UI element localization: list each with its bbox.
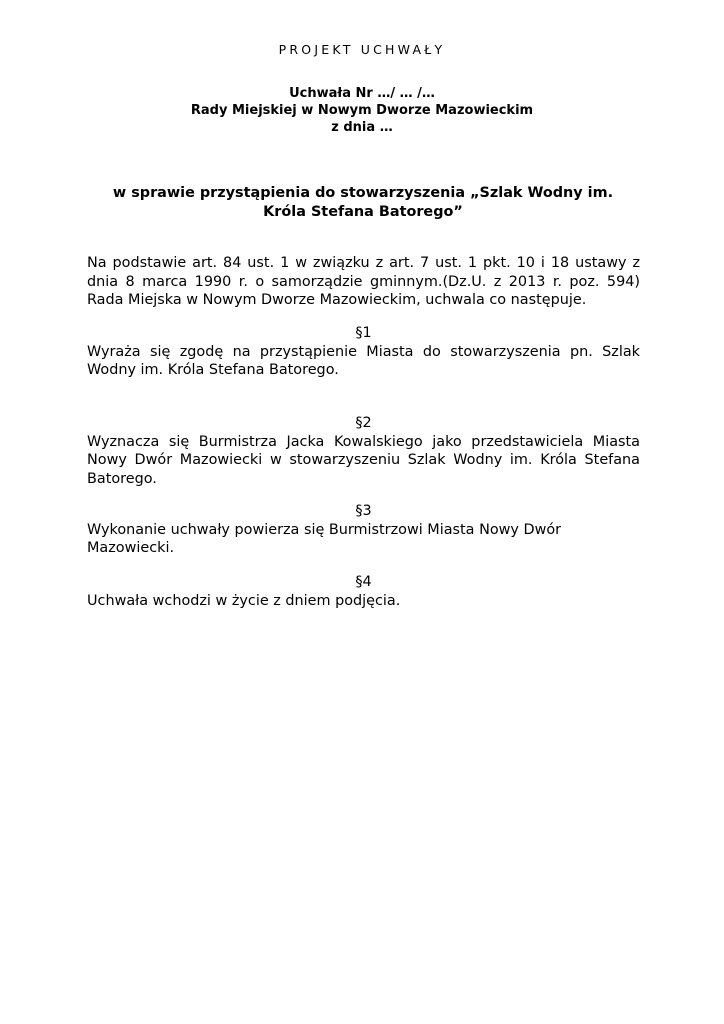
- section-number: §2: [355, 415, 372, 431]
- council-name: Rady Miejskiej w Nowym Dworze Mazowieckim: [190, 103, 534, 118]
- resolution-heading: [0, 85, 724, 136]
- section-text: Wykonanie uchwały powierza się Burmistrzowi Miasta Nowy Dwór Mazowiecki.: [87, 521, 562, 556]
- section-text: Wyznacza się Burmistrza Jacka Kowalskiego jako przedstawiciela Miasta Nowy Dwór Mazowiecki w stowarzyszeniu Szlak Wodny im. Króla Stefana Batorego.: [87, 433, 640, 487]
- section-1: [87, 324, 640, 380]
- section-3: [87, 502, 640, 558]
- resolution-number: Uchwała Nr …/ … /…: [289, 86, 435, 101]
- section-text: Wyraża się zgodę na przystąpienie Miasta do stowarzyszenia pn. Szlak Wodny im. Króla Stefana Batorego.: [87, 343, 640, 378]
- section-4: [87, 573, 640, 610]
- draft-label: PROJEKT UCHWAŁY: [278, 42, 446, 57]
- subject-line-1: w sprawie przystąpienia do stowarzyszenia „Szlak Wodny im.: [112, 185, 614, 201]
- resolution-subject: [90, 184, 636, 222]
- subject-line-2: Króla Stefana Batorego”: [263, 204, 463, 220]
- section-number: §1: [355, 325, 372, 341]
- legal-basis-paragraph: Na podstawie art. 84 ust. 1 w związku z art. 7 ust. 1 pkt. 10 i 18 ustawy z dnia 8 marca 1990 r. o samorządzie gminnym.(Dz.U. z 2013 r. poz. 594) Rada Miejska w Nowym Dworze Mazowieckim, uchwala co następuje.: [87, 255, 640, 308]
- section-2: [87, 414, 640, 488]
- resolution-date: z dnia …: [331, 120, 393, 135]
- section-number: §4: [355, 574, 372, 590]
- section-text: Uchwała wchodzi w życie z dniem podjęcia.: [87, 592, 401, 609]
- section-number: §3: [355, 503, 372, 519]
